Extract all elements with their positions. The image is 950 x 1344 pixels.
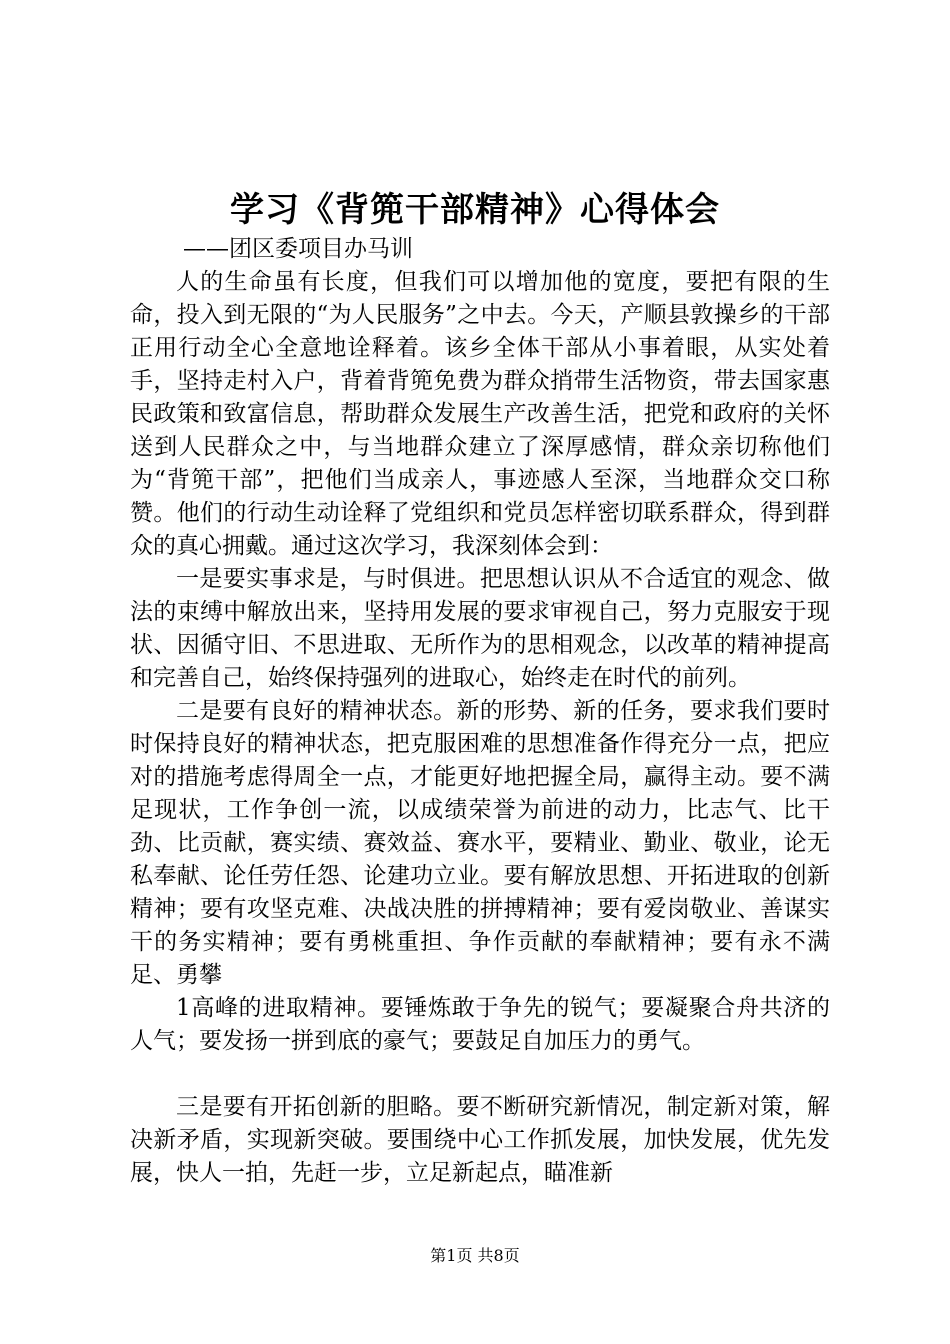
document-body	[130, 266, 830, 1190]
document-subtitle: ——团区委项目办马训	[183, 236, 413, 262]
page-footer: 第1页 共8页	[430, 1246, 520, 1265]
paragraph-point-one: 一是要实事求是，与时俱进。把思想认识从不合适宜的观念、做法的束缚中解放出来，坚持用发展的要求审视自己，努力克服安于现状、因循守旧、不思进取、无所作为的思相观念，以改革的精神提高和完善自己，始终保持强列的进取心，始终走在时代的前列。	[130, 566, 830, 691]
paragraph-point-two: 二是要有良好的精神状态。新的形势、新的任务，要求我们要时时保持良好的精神状态，把克服困难的思想准备作得充分一点，把应对的措施考虑得周全一点，才能更好地把握全局，赢得主动。要不满足现状，工作争创一流，以成绩荣誉为前进的动力，比志气、比干劲、比贡献，赛实绩、赛效益、赛水平，要精业、勤业、敬业，论无私奉献、论任劳任怨、论建功立业。要有解放思想、开拓进取的创新精神；要有攻坚克难、决战决胜的拼搏精神；要有爱岗敬业、善谋实干的务实精神；要有勇桃重担、争作贡献的奉献精神；要有永不满足、勇攀	[130, 698, 830, 988]
paragraph-point-two-continued: 1高峰的进取精神。要锤炼敢于争先的锐气；要凝聚合舟共济的人气；要发扬一拼到底的豪气；要鼓足自加压力的勇气。	[130, 995, 830, 1054]
paragraph-intro: 人的生命虽有长度，但我们可以增加他的宽度，要把有限的生命，投入到无限的“为人民服务”之中去。今天，产顺县敦操乡的干部正用行动全心全意地诠释着。该乡全体干部从小事着眼，从实处着手，坚持走村入户，背着背篼免费为群众捎带生活物资，带去国家惠民政策和致富信息，帮助群众发展生产改善生活，把党和政府的关怀送到人民群众之中，与当地群众建立了深厚感情，群众亲切称他们为“背篼干部”，把他们当成亲人，事迹感人至深，当地群众交口称赞。他们的行动生动诠释了党组织和党员怎样密切联系群众，得到群众的真心拥戴。通过这次学习，我深刻体会到：	[130, 269, 830, 559]
paragraph-point-three: 三是要有开拓创新的胆略。要不断研究新情况，制定新对策，解决新矛盾，实现新突破。要围绕中心工作抓发展，加快发展，优先发展，快人一拍，先赶一步，立足新起点，瞄准新	[130, 1094, 830, 1186]
document-title: 学习《背篼干部精神》心得体会	[230, 190, 720, 230]
